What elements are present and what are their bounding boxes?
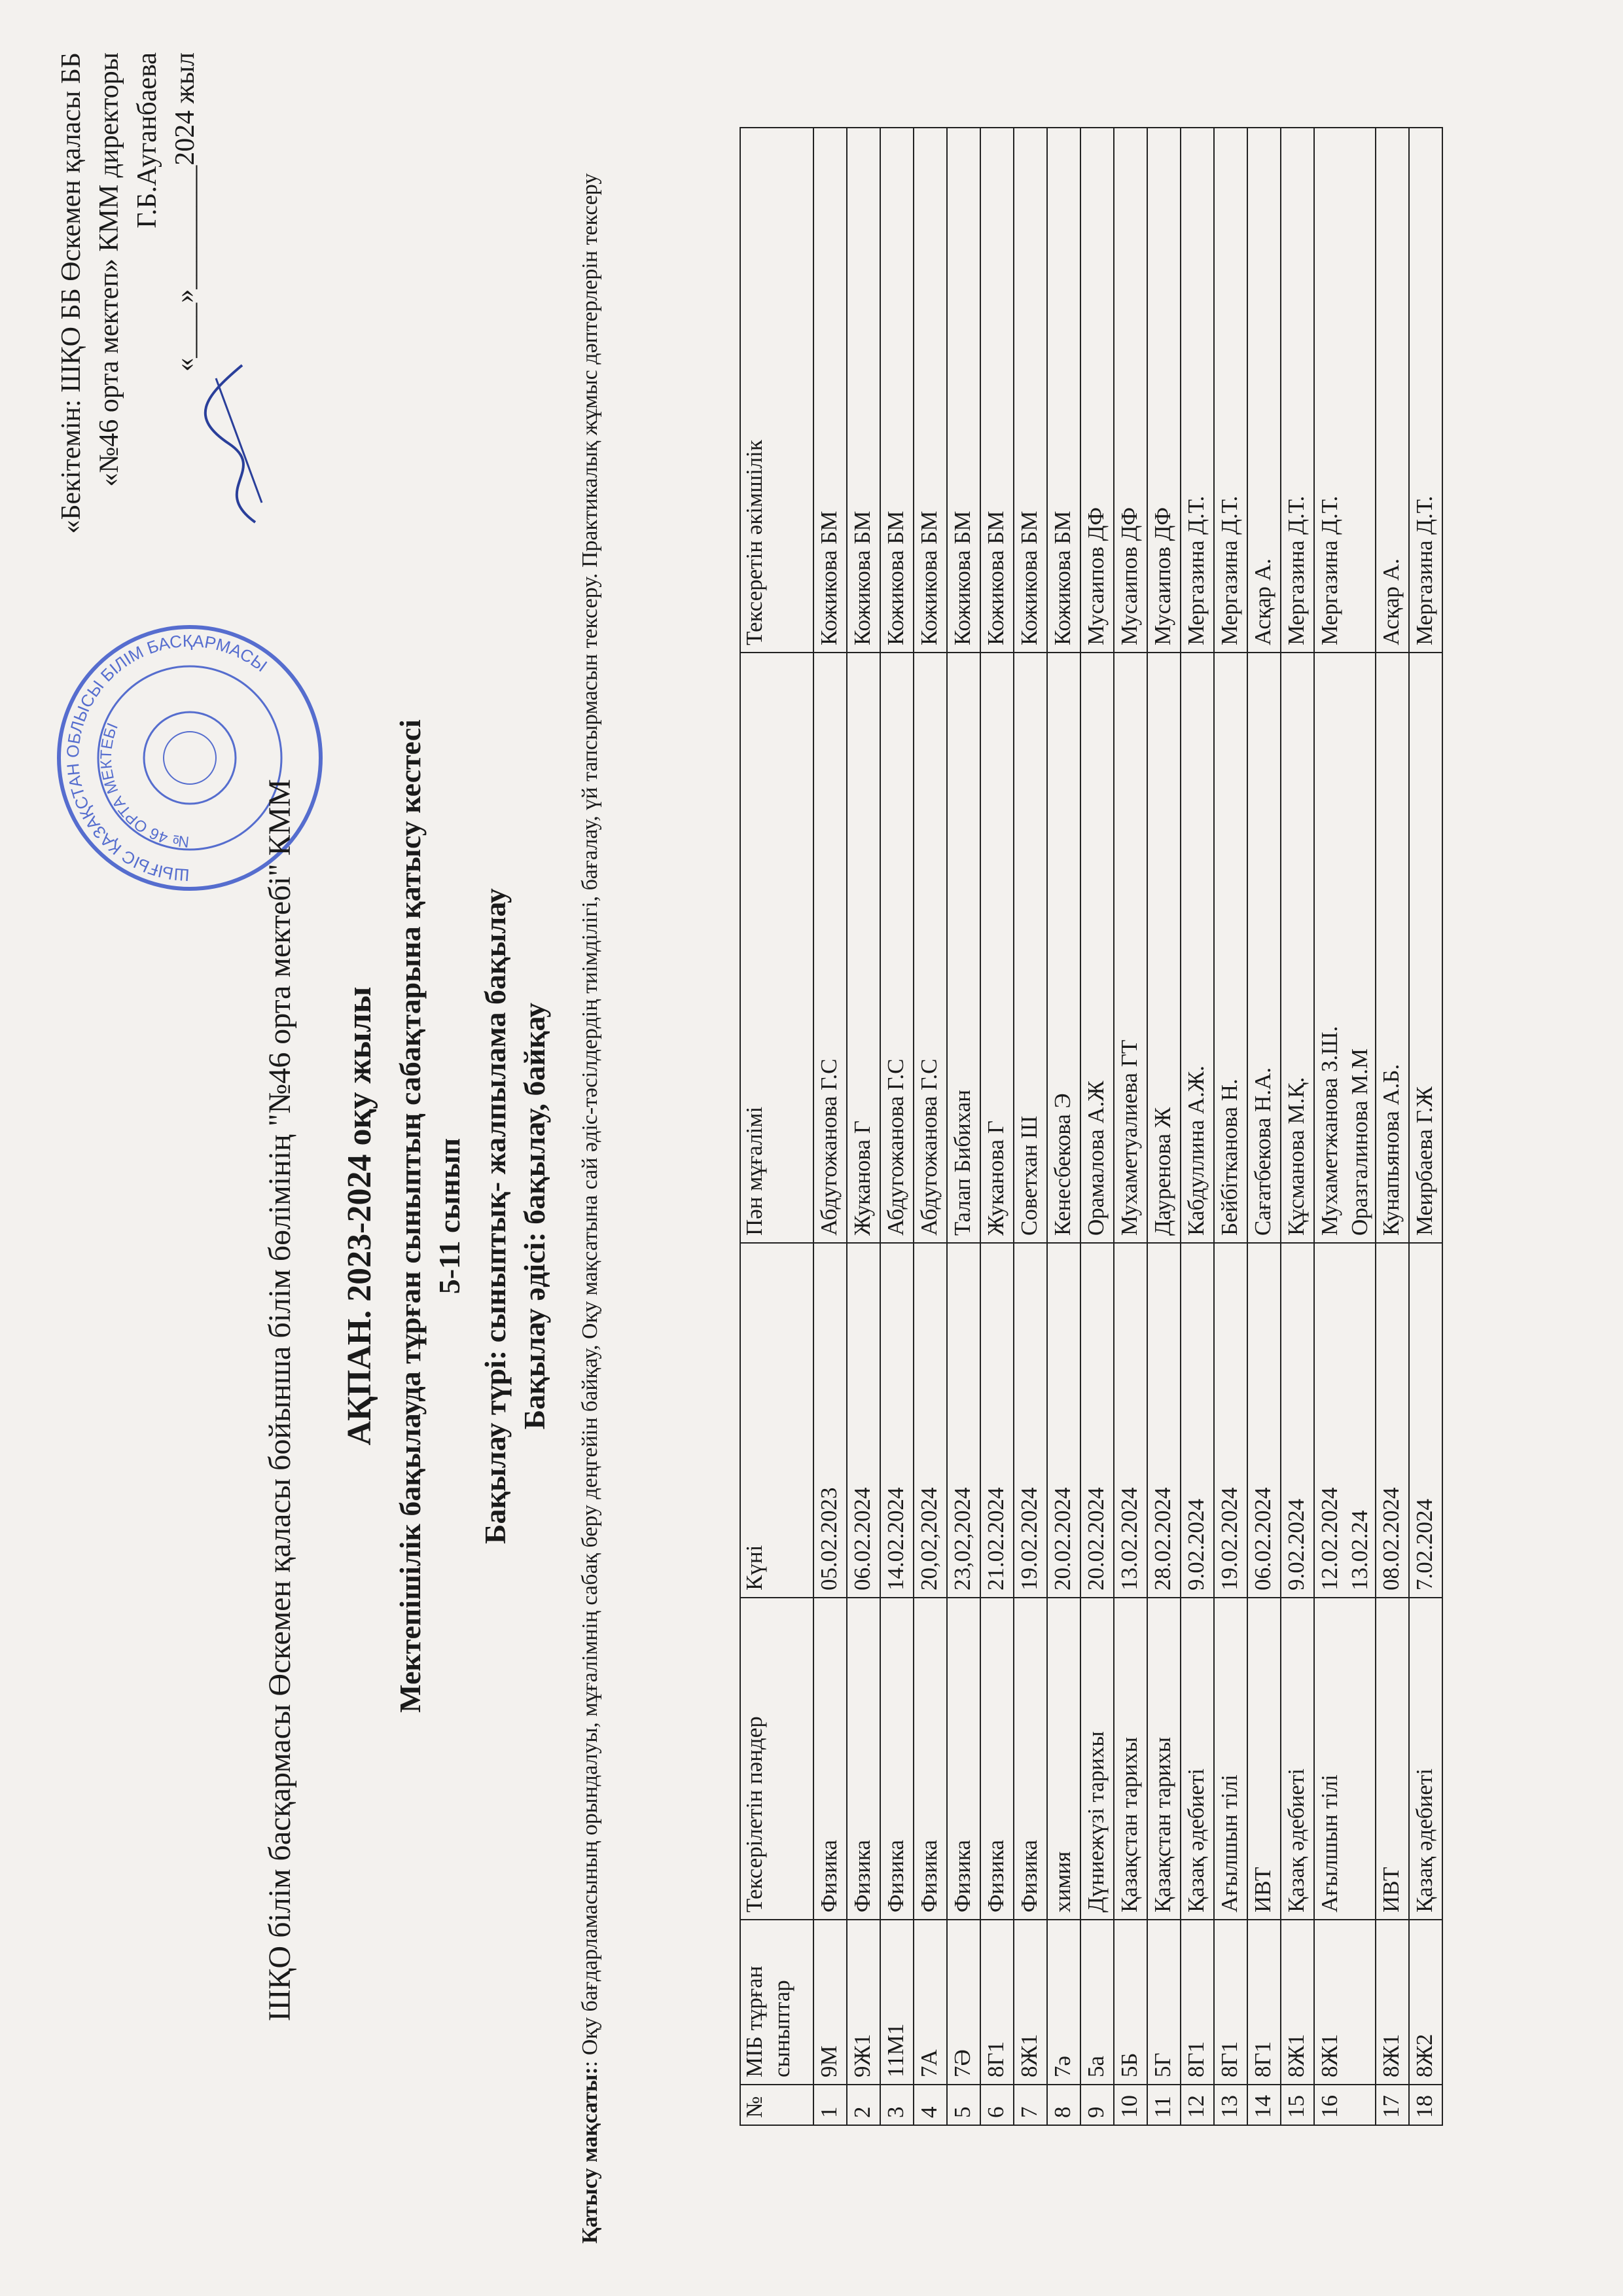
class-cell: 8Ж1	[1314, 1920, 1376, 2085]
date-cell: 08.02.2024	[1376, 1243, 1409, 1598]
admin-cell: Мергазина Д.Т.	[1314, 128, 1376, 653]
row-number: 14	[1247, 2085, 1281, 2125]
class-cell: 8Г1	[1181, 1920, 1214, 2085]
class-cell: 9Ж1	[847, 1920, 880, 2085]
admin-cell: Мергазина Д.Т.	[1281, 128, 1314, 653]
purpose-paragraph	[576, 84, 605, 2244]
teacher-cell: Кенесбекова Э	[1047, 653, 1080, 1243]
table-row	[1409, 128, 1442, 2125]
title-grades: 5-11 сынып	[433, 1138, 466, 1295]
row-number: 3	[880, 2085, 914, 2125]
class-cell: 7А	[914, 1920, 947, 2085]
teacher-cell: Абдугожанова Г.С	[880, 653, 914, 1243]
subject-cell: Қазақстан тарихы	[1147, 1598, 1181, 1920]
table-row	[914, 128, 947, 2125]
row-number: 9	[1080, 2085, 1114, 2125]
header-administration: Тексеретін әкімшілік	[740, 128, 813, 653]
table-row	[1014, 128, 1047, 2125]
date-cell: 05.02.2023	[813, 1243, 847, 1598]
teacher-cell: Мухаметуалиева ГТ	[1114, 653, 1147, 1243]
row-number: 10	[1114, 2085, 1147, 2125]
header-teacher: Пән мұғалімі	[740, 653, 813, 1243]
header-subjects: Тексерілетін пәндер	[740, 1598, 813, 1920]
date-cell: 14.02.2024	[880, 1243, 914, 1598]
subject-cell: Физика	[813, 1598, 847, 1920]
teacher-cell: Советхан Ш	[1014, 653, 1047, 1243]
date-cell: 19.02.2024	[1014, 1243, 1047, 1598]
table-header-row	[740, 128, 813, 2125]
title-control-method: Бақылау әдісі: бақылау, байқау	[518, 1002, 551, 1430]
teacher-cell: Талап Бибихан	[947, 653, 980, 1243]
subject-cell: Физика	[1014, 1598, 1047, 1920]
subject-cell: ИВТ	[1376, 1598, 1409, 1920]
subject-cell: Ағылшын тілі	[1214, 1598, 1247, 1920]
subject-cell: Физика	[914, 1598, 947, 1920]
admin-cell: Кожикова БМ	[1047, 128, 1080, 653]
admin-cell: Мусаипов ДФ	[1114, 128, 1147, 653]
director-signature	[196, 359, 275, 529]
date-cell: 20.02.2024	[1080, 1243, 1114, 1598]
subject-cell: Физика	[947, 1598, 980, 1920]
teacher-cell: Бейбітканова Н.	[1214, 653, 1247, 1243]
admin-cell: Мергазина Д.Т.	[1181, 128, 1214, 653]
table-row	[1114, 128, 1147, 2125]
table-row	[880, 128, 914, 2125]
row-number: 4	[914, 2085, 947, 2125]
table-row	[1181, 128, 1214, 2125]
subject-cell: Қазақ әдебиеті	[1409, 1598, 1442, 1920]
table-row	[1214, 128, 1247, 2125]
class-cell: 8Г1	[980, 1920, 1014, 2085]
subject-cell: Дүниежүзі тарихы	[1080, 1598, 1114, 1920]
teacher-cell: Абдугожанова Г.С	[813, 653, 847, 1243]
admin-cell: Кожикова БМ	[813, 128, 847, 653]
table-row	[1047, 128, 1080, 2125]
admin-cell: Кожикова БМ	[1014, 128, 1047, 653]
date-cell: 23,02,2024	[947, 1243, 980, 1598]
row-number: 18	[1409, 2085, 1442, 2125]
stamp-inner-text: № 46 ОРТА МЕКТЕБІ	[97, 720, 190, 851]
teacher-cell: Абдугожанова Г.С	[914, 653, 947, 1243]
date-cell: 06.02.2024	[847, 1243, 880, 1598]
row-number: 8	[1047, 2085, 1080, 2125]
row-number: 17	[1376, 2085, 1409, 2125]
title-period: АҚПАН. 2023-2024 оқу жылы	[341, 986, 378, 1446]
table-row	[1281, 128, 1314, 2125]
class-cell: 8Ж2	[1409, 1920, 1442, 2085]
purpose-text: : Оқу бағдарламасының орындалуы, мұғалімнің сабақ беру деңгейін байқау, Оқу мақсатына сай әдіс-тәсілдердің тиімділігі, бағалау, үй тапсырмасын тексеру. Практикалық жұмыс дәптерлерін тексеру	[578, 173, 602, 2068]
subject-cell: Ағылшын тілі	[1314, 1598, 1376, 1920]
teacher-cell: Кабдуллина А.Ж.	[1181, 653, 1214, 1243]
admin-cell: Кожикова БМ	[914, 128, 947, 653]
organization-header: ШҚО білім басқармасы Өскемен қаласы бойынша білім бөлімінің "№46 орта мектебі" КММ	[262, 779, 297, 2021]
class-cell: 7Ә	[947, 1920, 980, 2085]
approval-line-1: «Бекітемін: ШҚО ББ Өскемен қаласы ББ	[56, 52, 86, 534]
class-cell: 9М	[813, 1920, 847, 2085]
teacher-cell: Жуканова Г	[847, 653, 880, 1243]
table-row	[813, 128, 847, 2125]
table-body	[813, 128, 1442, 2125]
row-number: 2	[847, 2085, 880, 2125]
date-cell: 20.02.2024	[1047, 1243, 1080, 1598]
teacher-cell: Мухаметжанова З.Ш. Оразгалинова М.М	[1314, 653, 1376, 1243]
row-number: 11	[1147, 2085, 1181, 2125]
row-number: 12	[1181, 2085, 1214, 2125]
subject-cell: Қазақстан тарихы	[1114, 1598, 1147, 1920]
row-number: 7	[1014, 2085, 1047, 2125]
date-cell: 06.02.2024	[1247, 1243, 1281, 1598]
class-cell: 8Ж1	[1376, 1920, 1409, 2085]
table-row	[947, 128, 980, 2125]
approval-line-3: Г.Б.Ауганбаева	[132, 52, 162, 228]
row-number: 16	[1314, 2085, 1376, 2125]
subject-cell: Физика	[980, 1598, 1014, 1920]
teacher-cell: Сағатбекова Н.А.	[1247, 653, 1281, 1243]
row-number: 15	[1281, 2085, 1314, 2125]
subject-cell: ИВТ	[1247, 1598, 1281, 1920]
table-row	[1080, 128, 1114, 2125]
teacher-cell: Кунапьянова А.Б.	[1376, 653, 1409, 1243]
table-row	[1314, 128, 1376, 2125]
class-cell: 8Ж1	[1281, 1920, 1314, 2085]
title-schedule: Мектепішілік бақылауда тұрған сыныптың сабақтарына қатысу кестесі	[393, 719, 427, 1713]
table-row	[1147, 128, 1181, 2125]
class-cell: 8Г1	[1247, 1920, 1281, 2085]
attendance-table	[740, 127, 1443, 2126]
class-cell: 5Г	[1147, 1920, 1181, 2085]
class-cell: 11М1	[880, 1920, 914, 2085]
admin-cell: Асқар А.	[1376, 128, 1409, 653]
stamp-outer-text: ШЫҒЫС ҚАЗАҚСТАН ОБЛЫСЫ БІЛІМ БАСҚАРМАСЫ	[62, 630, 271, 886]
date-cell: 7.02.2024	[1409, 1243, 1442, 1598]
admin-cell: Кожикова БМ	[880, 128, 914, 653]
subject-cell: Қазақ әдебиеті	[1181, 1598, 1214, 1920]
date-cell: 13.02.2024	[1114, 1243, 1147, 1598]
admin-cell: Кожикова БМ	[947, 128, 980, 653]
approval-block	[52, 52, 204, 533]
admin-cell: Мергазина Д.Т.	[1214, 128, 1247, 653]
class-cell: 8Ж1	[1014, 1920, 1047, 2085]
purpose-label: Қатысу мақсаты:	[578, 2067, 602, 2244]
date-cell: 9.02.2024	[1281, 1243, 1314, 1598]
table-row	[847, 128, 880, 2125]
date-cell: 28.02.2024	[1147, 1243, 1181, 1598]
teacher-cell: Меирбаева Г.Ж	[1409, 653, 1442, 1243]
row-number: 6	[980, 2085, 1014, 2125]
subject-cell: Физика	[880, 1598, 914, 1920]
class-cell: 5а	[1080, 1920, 1114, 2085]
row-number: 5	[947, 2085, 980, 2125]
date-cell: 21.02.2024	[980, 1243, 1014, 1598]
admin-cell: Кожикова БМ	[847, 128, 880, 653]
admin-cell: Асқар А.	[1247, 128, 1281, 653]
admin-cell: Мусаипов ДФ	[1080, 128, 1114, 653]
date-cell: 9.02.2024	[1181, 1243, 1214, 1598]
admin-cell: Мусаипов ДФ	[1147, 128, 1181, 653]
date-cell: 20,02,2024	[914, 1243, 947, 1598]
table-row	[1247, 128, 1281, 2125]
table-row	[1376, 128, 1409, 2125]
subject-cell: Қазақ әдебиеті	[1281, 1598, 1314, 1920]
row-number: 13	[1214, 2085, 1247, 2125]
svg-text:№ 46 ОРТА МЕКТЕБІ	[98, 721, 190, 851]
date-cell: 12.02.2024 13.02.24	[1314, 1243, 1376, 1598]
table-row	[980, 128, 1014, 2125]
class-cell: 8Г1	[1214, 1920, 1247, 2085]
date-cell: 19.02.2024	[1214, 1243, 1247, 1598]
header-number: №	[740, 2085, 813, 2125]
approval-line-2: «№46 орта мектеп» КММ директоры	[94, 52, 124, 487]
teacher-cell: Жуканова Г	[980, 653, 1014, 1243]
teacher-cell: Құсманова М.Қ.	[1281, 653, 1314, 1243]
subject-cell: Физика	[847, 1598, 880, 1920]
row-number: 1	[813, 2085, 847, 2125]
title-control-type: Бақылау түрі: сыныптық- жалпылама бақылау	[478, 888, 512, 1544]
class-cell: 7ә	[1047, 1920, 1080, 2085]
teacher-cell: Орамалова А.Ж	[1080, 653, 1114, 1243]
subject-cell: химия	[1047, 1598, 1080, 1920]
approval-line-4: «____»_________2024 жыл	[170, 52, 200, 372]
header-date: Күні	[740, 1243, 813, 1598]
class-cell: 5Б	[1114, 1920, 1147, 2085]
header-classes: МІБ тұрған сыныптар	[740, 1920, 813, 2085]
admin-cell: Кожикова БМ	[980, 128, 1014, 653]
admin-cell: Мергазина Д.Т.	[1409, 128, 1442, 653]
teacher-cell: Дауренова Ж	[1147, 653, 1181, 1243]
